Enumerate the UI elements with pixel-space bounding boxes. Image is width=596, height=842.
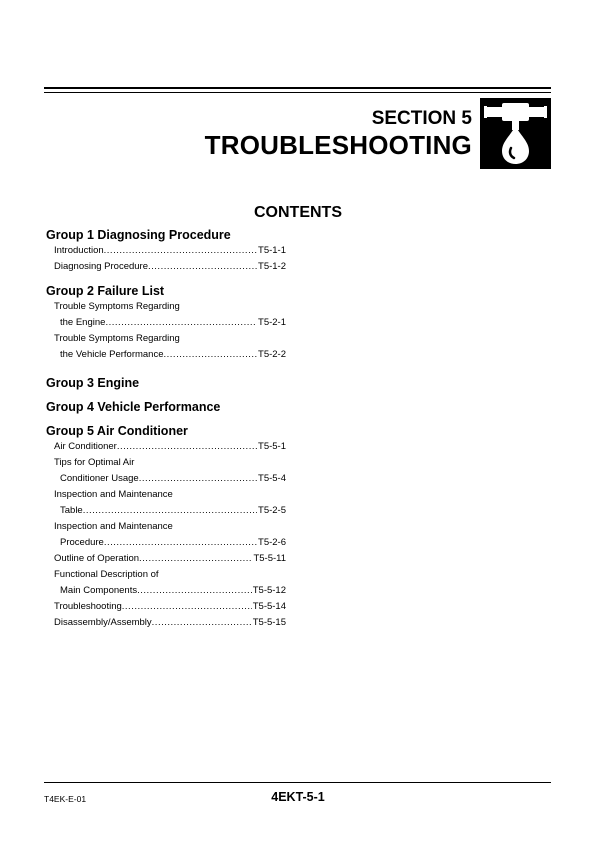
toc-group-heading: Group 3 Engine: [46, 376, 140, 390]
toc-leader-dots: [139, 551, 252, 567]
toc-entry-title: Introduction: [54, 245, 104, 256]
contents-heading: CONTENTS: [254, 204, 342, 221]
toc-entry: [46, 455, 286, 471]
toc-leader-dots: [164, 347, 258, 363]
toc-entry-title: Air Conditioner: [54, 441, 117, 452]
table-of-contents: [46, 227, 286, 631]
toc-entry-title: the Vehicle Performance: [60, 349, 164, 360]
toc-entry: [46, 551, 286, 567]
toc-entry-title: Diagnosing Procedure: [54, 261, 149, 272]
toc-entry-title: Troubleshooting: [54, 601, 122, 612]
toc-entry-title: Inspection and Maintenance: [54, 521, 173, 532]
toc-entry-title: Outline of Operation: [54, 553, 140, 564]
toc-leader-dots: [137, 583, 252, 599]
toc-entry-title: Tips for Optimal Air: [54, 457, 135, 468]
toc-entry: [46, 503, 286, 519]
toc-entry: [46, 567, 286, 583]
toc-leader-dots: [83, 503, 257, 519]
toc-leader-dots: [152, 615, 252, 631]
toc-entry: [46, 599, 286, 615]
toc-entry: [46, 471, 286, 487]
toc-entry: [46, 519, 286, 535]
toc-entry-title: Conditioner Usage: [60, 473, 139, 484]
section-title: TROUBLESHOOTING: [204, 130, 472, 160]
footer-page-id: 4EKT-5-1: [271, 790, 325, 804]
footer-rule: [44, 782, 551, 783]
toc-entry: [46, 487, 286, 503]
toc-group-heading: Group 1 Diagnosing Procedure: [46, 228, 231, 242]
toc-leader-dots: [104, 535, 257, 551]
toc-entry-title: the Engine: [60, 317, 106, 328]
toc-entry-title: Disassembly/Assembly: [54, 617, 152, 628]
toc-entry: [46, 615, 286, 631]
toc-leader-dots: [122, 599, 252, 615]
toc-entry: [46, 583, 286, 599]
toc-entry: [46, 535, 286, 551]
toc-page-number: T5-2-1: [258, 317, 286, 328]
toc-entry-title: Trouble Symptoms Regarding: [54, 333, 180, 344]
toc-page-number: T5-1-1: [258, 245, 286, 256]
toc-page-number: T5-2-6: [258, 537, 286, 548]
top-rule-thick: [44, 87, 551, 89]
toc-group-heading: Group 4 Vehicle Performance: [46, 400, 221, 414]
footer-doc-code: T4EK-E-01: [44, 794, 87, 804]
toc-entry: [46, 299, 286, 315]
top-rule-thin: [44, 92, 551, 93]
toc-entry: [46, 331, 286, 347]
toc-entry-title: Trouble Symptoms Regarding: [54, 301, 180, 312]
toc-leader-dots: [148, 259, 257, 275]
section-label: SECTION 5: [371, 108, 472, 129]
toc-entry-title: Inspection and Maintenance: [54, 489, 173, 500]
toc-page-number: T5-5-11: [253, 553, 286, 564]
toc-page-number: T5-5-12: [252, 585, 286, 596]
toc-page-number: T5-5-1: [258, 441, 286, 452]
toc-group-heading: Group 5 Air Conditioner: [46, 424, 188, 438]
toc-entry: [46, 347, 286, 363]
toc-page-number: T5-2-5: [258, 505, 286, 516]
toc-leader-dots: [104, 243, 257, 259]
toc-entry: [46, 259, 286, 275]
toc-entry: [46, 243, 286, 259]
toc-leader-dots: [139, 471, 257, 487]
toc-page-number: T5-5-4: [258, 473, 286, 484]
toc-entry-title: Main Components: [60, 585, 138, 596]
toc-page-number: T5-5-14: [252, 601, 286, 612]
toc-entry: [46, 315, 286, 331]
toc-group-heading: Group 2 Failure List: [46, 284, 165, 298]
toc-page-number: T5-1-2: [258, 261, 286, 272]
toc-page-number: T5-5-15: [252, 617, 286, 628]
toc-page-number: T5-2-2: [258, 349, 286, 360]
dripping-pipe-icon: [480, 98, 551, 169]
toc-entry-title: Table: [60, 505, 83, 516]
toc-entry-title: Procedure: [60, 537, 104, 548]
toc-entry-title: Functional Description of: [54, 569, 159, 580]
toc-leader-dots: [105, 315, 257, 331]
toc-entry: [46, 439, 286, 455]
toc-leader-dots: [117, 439, 257, 455]
